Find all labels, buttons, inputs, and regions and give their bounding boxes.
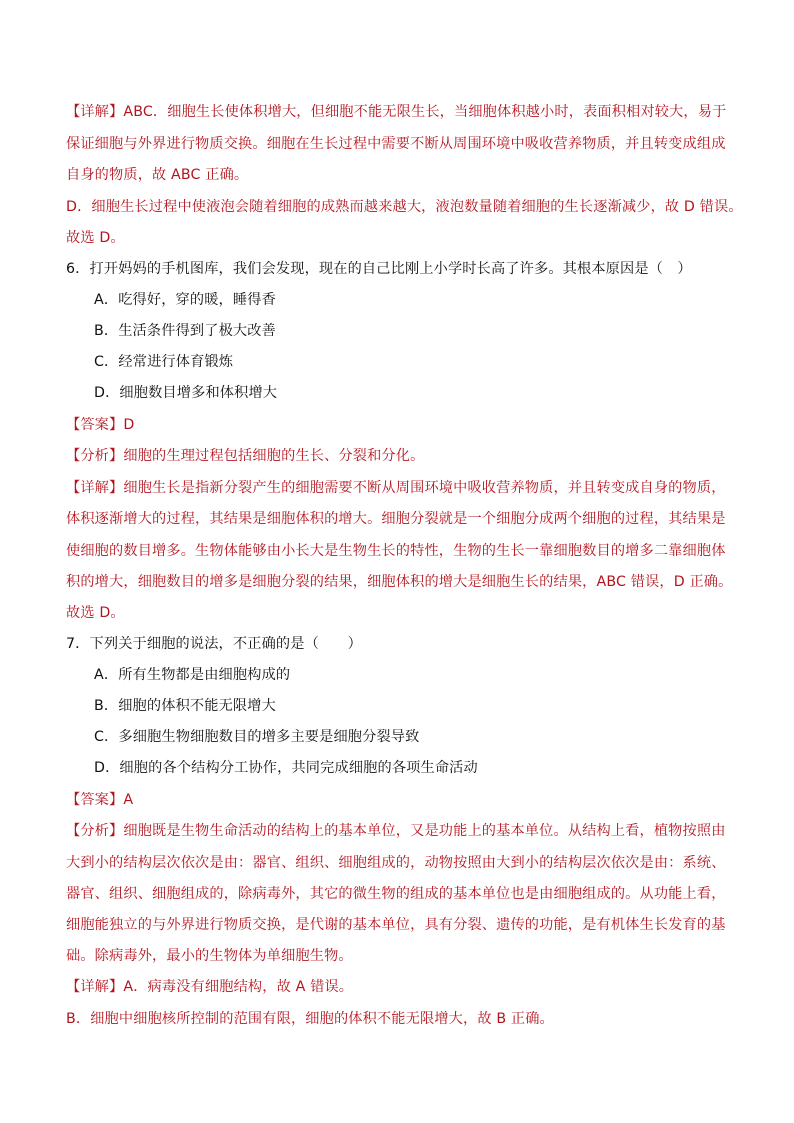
question-7-stem: 7．下列关于细胞的说法，不正确的是（ ） xyxy=(66,636,362,652)
detail-text: B．细胞中细胞核所控制的范围有限，细胞的体积不能无限增大，故 B 正确。 xyxy=(66,1011,554,1027)
answer-tag: 【答案】 xyxy=(66,417,124,433)
option-c: C．经常进行体育锻炼 xyxy=(94,354,234,370)
detail-text: A．病毒没有细胞结构，故 A 错误。 xyxy=(123,979,354,995)
question-6-stem: 6．打开妈妈的手机图库，我们会发现，现在的自己比刚上小学时长高了许多。其根本原因是（ ） xyxy=(66,261,692,277)
analysis-text: 细胞的生理过程包括细胞的生长、分裂和分化。 xyxy=(123,448,425,464)
analysis-text: 大到小的结构层次依次是由：器官、组织、细胞组成的，动物按照由大到小的结构层次依次是由：系统、 xyxy=(66,855,726,871)
analysis-text: 器官、组织、细胞组成的，除病毒外，其它的微生物的组成的基本单位也是由细胞组成的。从功能上看， xyxy=(66,886,726,902)
detail-text: 使细胞的数目增多。生物体能够由小长大是生物生长的特性，生物的生长一靠细胞数目的增多二靠细胞体 xyxy=(66,543,726,559)
answer-tag: 【答案】 xyxy=(66,792,124,808)
option-d: D．细胞数目增多和体积增大 xyxy=(94,385,278,401)
conclusion-text: 故选 D。 xyxy=(66,230,125,246)
detail-text: 体积逐渐增大的过程，其结果是细胞体积的增大。细胞分裂就是一个细胞分成两个细胞的过程，其结果是 xyxy=(66,511,726,527)
detail-text: D．细胞生长过程中使液泡会随着细胞的成熟而越来越大，液泡数量随着细胞的生长逐渐减少，故 D 错误。 xyxy=(66,199,743,215)
answer-line xyxy=(66,415,134,435)
analysis-tag: 【分析】 xyxy=(66,448,124,464)
detail-tag: 【详解】 xyxy=(66,480,124,496)
answer-value: A xyxy=(123,792,134,808)
detail-tag: 【详解】 xyxy=(66,104,124,120)
detail-line xyxy=(66,478,726,498)
option-c: C．多细胞生物细胞数目的增多主要是细胞分裂导致 xyxy=(94,729,420,745)
detail-line xyxy=(66,977,353,997)
detail-line xyxy=(66,102,726,122)
analysis-text: 细胞既是生物生命活动的结构上的基本单位，又是功能上的基本单位。从结构上看，植物按照由 xyxy=(123,823,726,839)
detail-tag: 【详解】 xyxy=(66,979,124,995)
option-b: B．生活条件得到了极大改善 xyxy=(94,323,276,339)
analysis-text: 细胞能独立的与外界进行物质交换，是代谢的基本单位，具有分裂、遗传的功能，是有机体生长发育的基 xyxy=(66,917,726,933)
analysis-text: 础。除病毒外，最小的生物体为单细胞生物。 xyxy=(66,948,353,964)
detail-text: 自身的物质，故 ABC 正确。 xyxy=(66,167,249,183)
option-a: A．所有生物都是由细胞构成的 xyxy=(94,667,291,683)
analysis-tag: 【分析】 xyxy=(66,823,124,839)
option-b: B．细胞的体积不能无限增大 xyxy=(94,698,276,714)
detail-text: 积的增大，细胞数目的增多是细胞分裂的结果，细胞体积的增大是细胞生长的结果，ABC 错误，D 正确。 xyxy=(66,574,733,590)
option-a: A．吃得好，穿的暖，睡得香 xyxy=(94,292,276,308)
detail-text: 细胞生长是指新分裂产生的细胞需要不断从周围环境中吸收营养物质，并且转变成自身的物质， xyxy=(123,480,726,496)
analysis-line xyxy=(66,821,726,841)
detail-text: ABC．细胞生长使体积增大，但细胞不能无限生长，当细胞体积越小时，表面积相对较大，易于 xyxy=(123,104,727,120)
detail-text: 保证细胞与外界进行物质交换。细胞在生长过程中需要不断从周围环境中吸收营养物质，并且转变成组成 xyxy=(66,136,726,152)
answer-value: D xyxy=(123,417,135,433)
conclusion-text: 故选 D。 xyxy=(66,605,125,621)
analysis-line xyxy=(66,446,424,466)
option-d: D．细胞的各个结构分工协作，共同完成细胞的各项生命活动 xyxy=(94,760,478,776)
answer-line xyxy=(66,790,133,810)
